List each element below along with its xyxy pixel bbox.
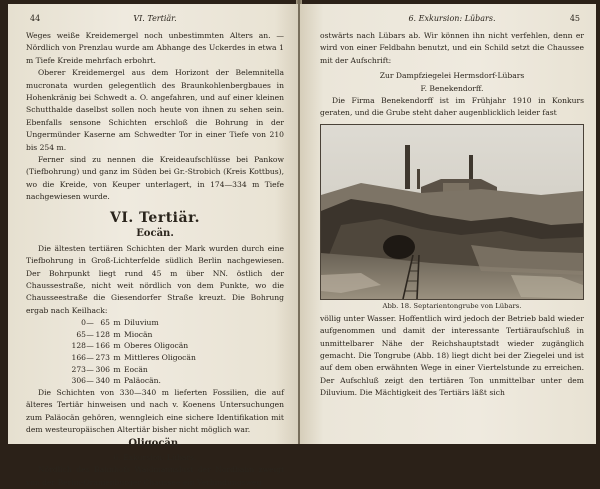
strata-row: 273 — 306 m Eocän bbox=[71, 364, 148, 374]
excursion-heading: 6. Exkursion: Lübars. bbox=[113, 453, 197, 463]
strata-list bbox=[70, 317, 284, 387]
top-paragraph: ostwärts nach Lübars ab. Wir können ihn nicht verfehlen, denn er wird von einer Feldbahn benutzt, und ein Schild setzt die Chaussee mit der Aufschrift: bbox=[320, 31, 584, 65]
intro-paragraph-3: Ferner sind zu nennen die Kreideaufschlüsse bei Pankow (Tiefbohrung) und ganz im Süden bei Gr.-Strobich (Kreis Kottbus), wo die Kreide, von Keuper unterlagert, in 174—334 m Tiefe nachgewiesen wurde. bbox=[26, 155, 284, 202]
eocene-paragraph: Die ältesten tertiären Schichten der Mark wurden durch eine Tiefbohrung in Groß-Lichterfelde südlich Berlin nachgewiesen. Der Bohrpunkt liegt rund 45 m über NN. östlich der Chaussestraße, nicht weit nördlich von dem Punkte, wo die Chausseestraße die Giesendorfer Straße kreuzt. Die Bohrung ergab nach Keilhack: bbox=[26, 243, 284, 315]
sign-line-1: Zur Dampfziegelei Hermsdorf-Lübars bbox=[379, 71, 525, 81]
sign-line-2: F. Benekendorff. bbox=[420, 83, 484, 93]
tunnel-opening bbox=[383, 235, 415, 259]
chimney-left bbox=[405, 145, 410, 189]
section-eocene: Eocän. bbox=[136, 227, 174, 239]
strata-row: 128 — 166 m Oberes Oligocän bbox=[71, 341, 189, 351]
intro-paragraph-2: Oberer Kreidemergel aus dem Horizont der Belemnitella mucronata wurden gelegentlich des Braunkohlenbergbaues in Hohenkränig bei Schwedt a. O. angefahren, und auf einer kleinen Schutthalde daselbst sollen noch heute von ihnen zu sehen sein. Ebenfalls sensone Schichten erschloß die Bohrung in der Ungermünder Kaserne am Schwedter Tor in einer Tiefe von 210 bis 254 m. bbox=[26, 68, 284, 152]
clay-pit-scene bbox=[321, 125, 583, 299]
figure-caption: Abb. 18. Septarientongrube von Lübars. bbox=[382, 301, 522, 310]
left-running-title: VI. Tertiär. bbox=[133, 14, 177, 23]
strata-row: 0 — 65 m Diluvium bbox=[81, 318, 159, 328]
right-page-number: 45 bbox=[569, 14, 580, 23]
strata-row: 65 — 128 m Miocän bbox=[76, 329, 153, 339]
left-running-head bbox=[26, 8, 284, 30]
chapter-title: VI. Tertiär. bbox=[109, 209, 201, 226]
strata-row: 306 — 340 m Paläocän. bbox=[71, 376, 161, 386]
section-oligocene: Oligocän. bbox=[128, 438, 182, 450]
strata-row: 166 — 273 m Mittleres Oligocän bbox=[71, 352, 196, 362]
right-running-title: 6. Exkursion: Lübars. bbox=[408, 14, 496, 23]
left-page-number: 44 bbox=[30, 14, 41, 23]
bottom-paragraph: völlig unter Wasser. Hoffentlich wird jedoch der Betrieb bald wieder aufgenommen und damit der interessante Tertiäraufschluß in unmittelbarer Nähe der Reichshauptstadt wieder zugänglich gemacht. Die Tongrube (Abb. 18) liegt dicht bei der Ziegelei und ist auf dem oben erwähnten Wege in einer Viertelstunde zu erreichen. Der Aufschluß zeigt den tertiären Ton unmittelbar unter dem Diluvium. Die Mächtigkeit des Tertiärs läßt sich bbox=[320, 313, 584, 398]
final-paragraph: Nördlich des Bahnhofs Waidmannslust der Nordbahn zweigt von der Berlin-Oranienburger Chaussee ein Verbindungsweg bbox=[26, 465, 284, 487]
after-strata-paragraph: Die Schichten von 330—340 m lieferten Fossilien, die auf älteres Tertiär hinweisen und nach v. Koenens Untersuchungen zum Paläocän gehören, wenngleich eine sichere Identifikation mit dem westeuropäischen Altertiär bisher nicht möglich war. bbox=[26, 387, 284, 434]
company-paragraph: Die Firma Benekendorff ist im Frühjahr 1910 in Konkurs geraten, und die Grube steht daher augenblicklich leider fast bbox=[320, 96, 584, 118]
right-page bbox=[300, 4, 596, 444]
right-running-head bbox=[320, 8, 584, 30]
clay-pit-photograph bbox=[320, 124, 584, 300]
intro-paragraph-1: Weges weiße Kreidemergel noch unbestimmten Alters an. — Nördlich von Prenzlau wurde am Abhange des Uckerdes in etwa 1 m Tiefe Kreide mehrfach erbohrt. bbox=[26, 31, 284, 65]
left-page bbox=[8, 4, 298, 487]
